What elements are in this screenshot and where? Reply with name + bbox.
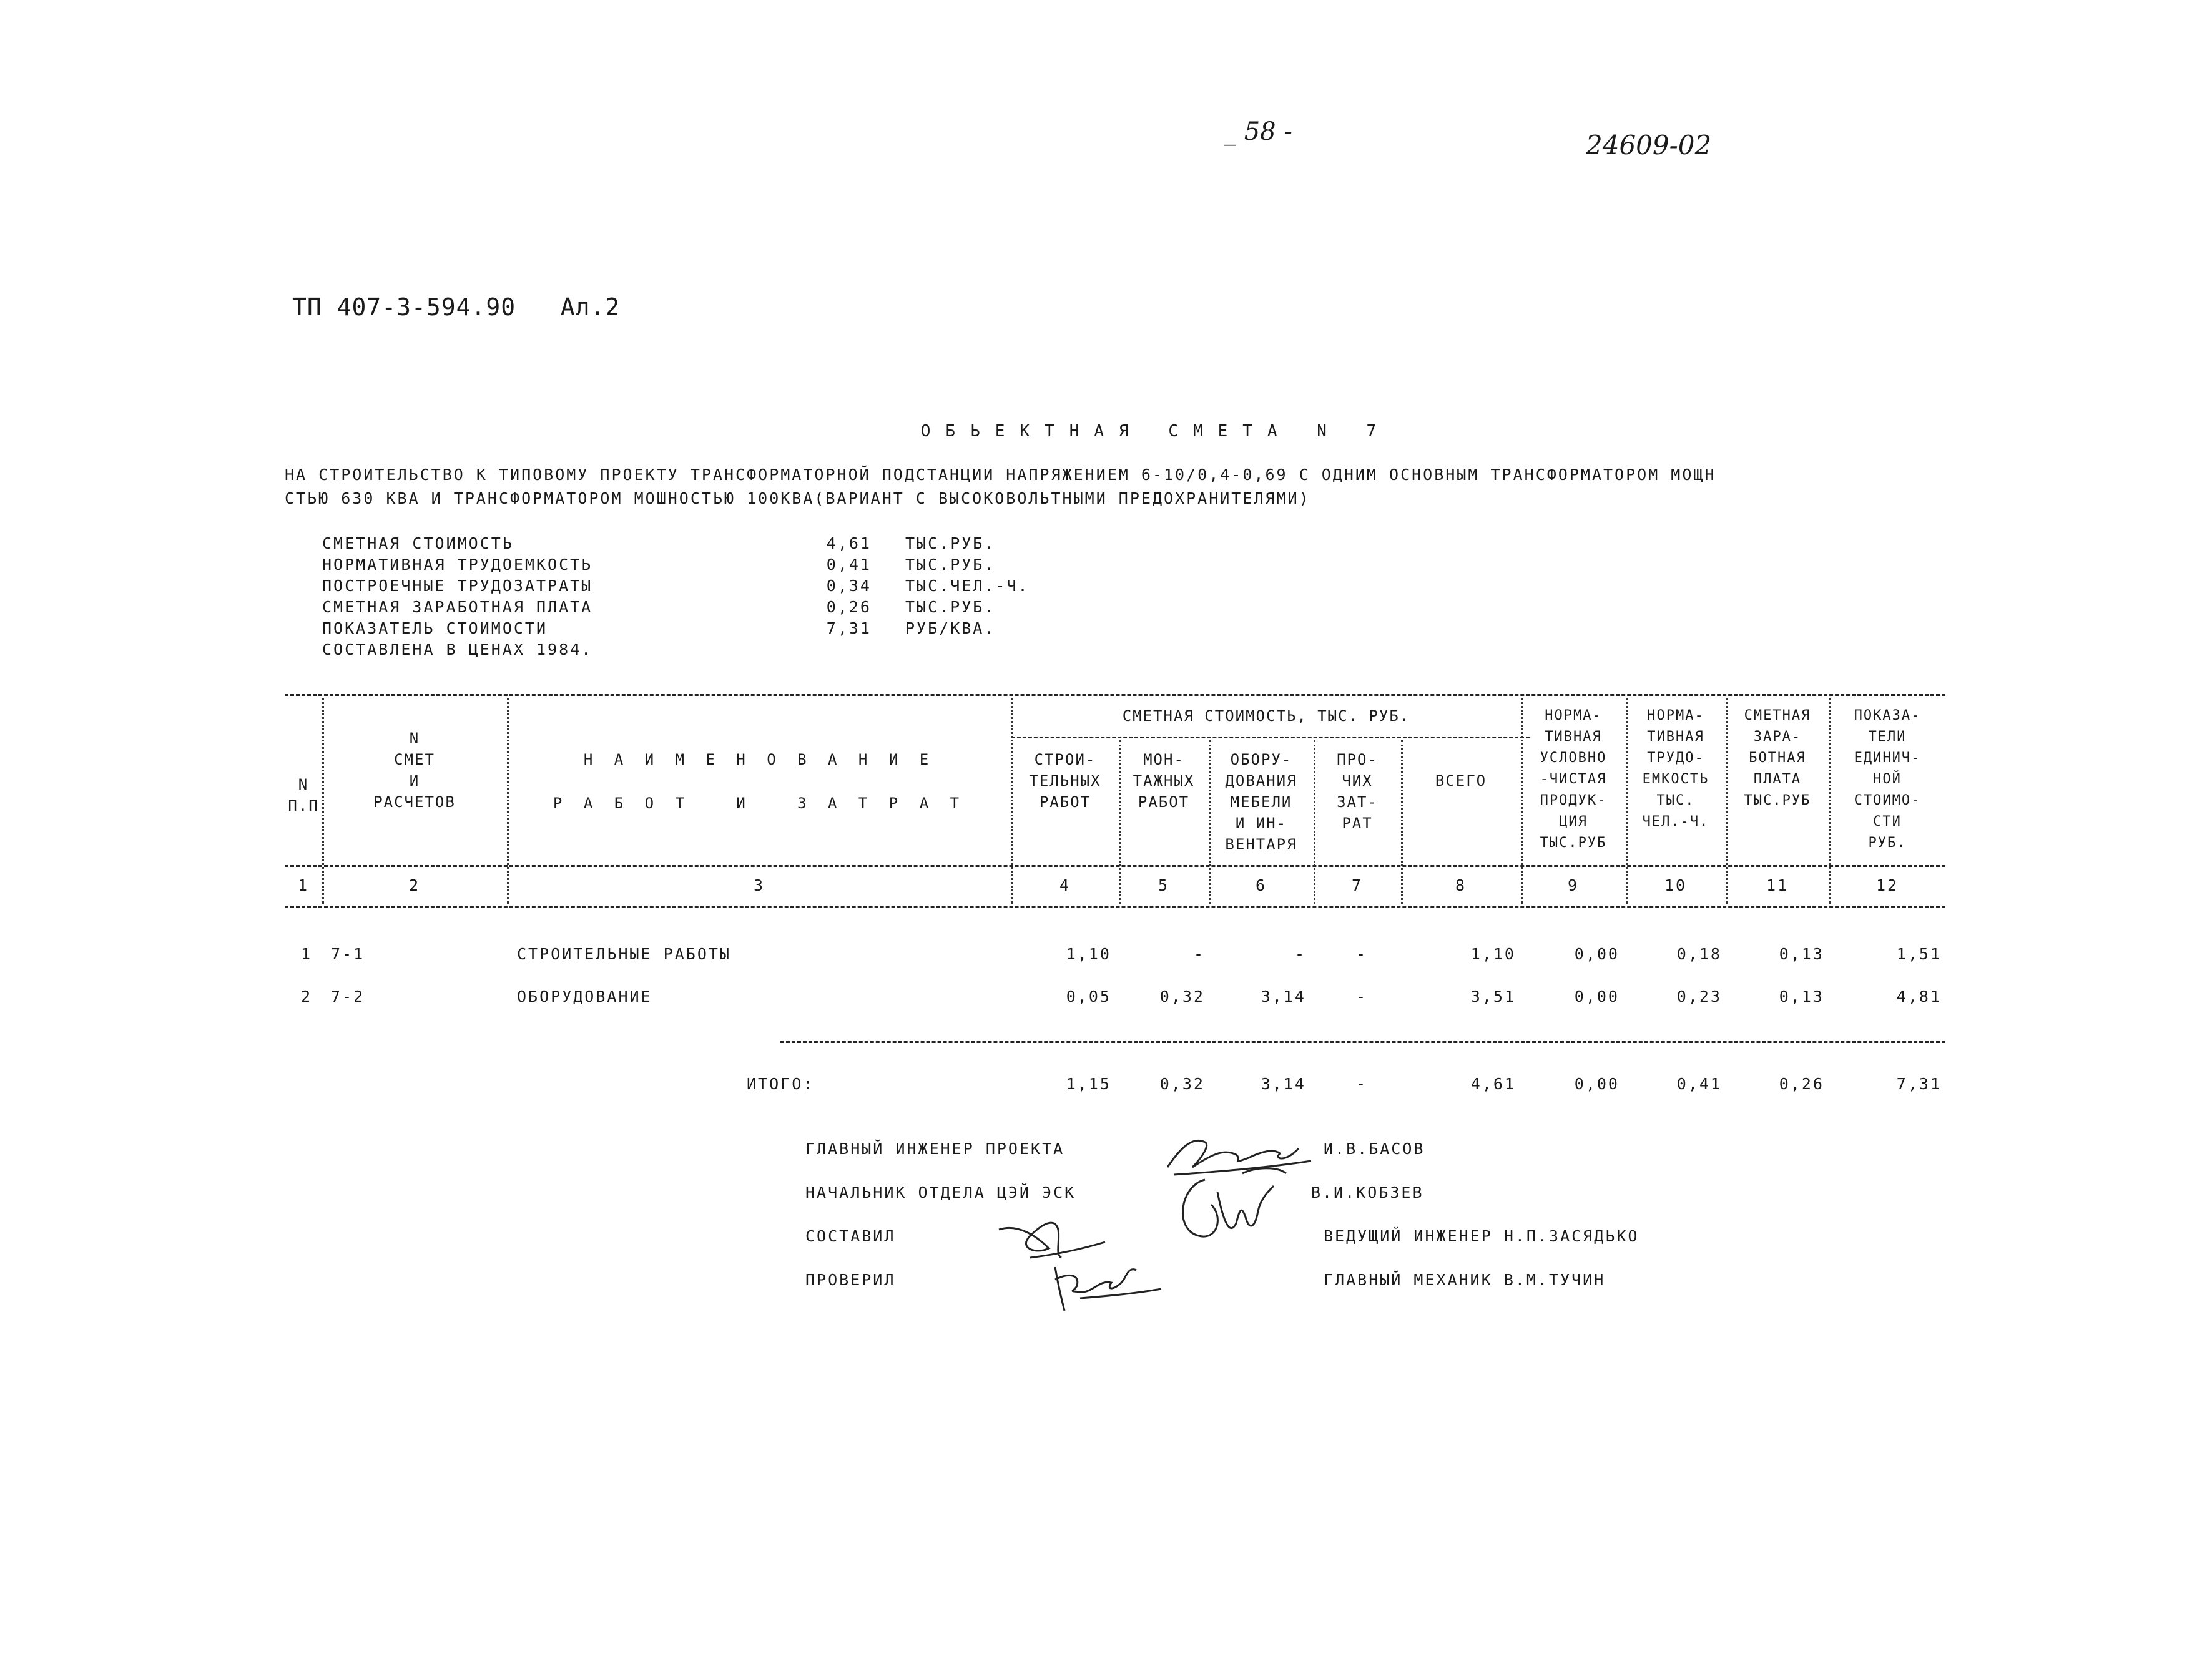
summary-label: ПОСТРОЕЧНЫЕ ТРУДОЗАТРАТЫ [322,577,593,595]
header-col-8: ВСЕГО [1435,772,1487,790]
header-cost-group: СМЕТНАЯ СТОИМОСТЬ, ТЫС. РУБ. [1122,707,1410,725]
table-rule [285,865,1945,867]
signatory-role: НАЧАЛЬНИК ОТДЕЛА ЦЭЙ ЭСК [805,1183,1076,1201]
summary-value: 0,26 [826,598,872,616]
table-rule [285,906,1945,908]
cell-col-7: - [1355,945,1367,963]
cell-col-10: 0,18 [1676,945,1722,963]
total-col-6: 3,14 [1261,1075,1306,1093]
cell-smet: 7-1 [331,945,365,963]
column-number: 6 [1255,876,1267,894]
column-number: 11 [1766,876,1789,894]
total-col-8: 4,61 [1470,1075,1516,1093]
cell-col-5: - [1193,945,1205,963]
summary-unit: РУБ/КВА. [905,619,996,637]
total-col-4: 1,15 [1066,1075,1111,1093]
table-rule [285,694,1945,696]
document-code: 24609-02 [1586,130,1712,160]
summary-label: СМЕТНАЯ ЗАРАБОТНАЯ ПЛАТА [322,598,593,616]
summary-value: 4,61 [826,534,872,552]
header-col-10: НОРМА- ТИВНАЯ ТРУДО- ЕМКОСТЬ ТЫС. ЧЕЛ.-Ч. [1642,708,1709,830]
summary-unit: ТЫС.РУБ. [905,534,996,552]
total-col-10: 0,41 [1676,1075,1722,1093]
header-name-bottom: Р А Б О Т И З А Т Р А Т [553,795,966,812]
summary-label: НОРМАТИВНАЯ ТРУДОЕМКОСТЬ [322,555,593,574]
page-number: _ 58 - [1224,117,1292,146]
header-smet: N СМЕТ И РАСЧЕТОВ [373,730,456,811]
project-reference: ТП 407-3-594.90 Ал.2 [292,293,621,321]
signature-kobzev [1167,1161,1292,1255]
total-col-12: 7,31 [1896,1075,1942,1093]
cell-col-6: - [1294,945,1306,963]
cell-col-11: 0,13 [1779,945,1824,963]
summary-unit: ТЫС.РУБ. [905,598,996,616]
cell-col-4: 1,10 [1066,945,1111,963]
column-number: 10 [1664,876,1688,894]
table-rule [780,1041,1945,1043]
column-number: 1 [297,876,310,894]
description-line-2: СТЬЮ 630 КВА И ТРАНСФОРМАТОРОМ МОШНОСТЬЮ 100КВА(ВАРИАНТ С ВЫСОКОВОЛЬТНЫМИ ПРЕДОХРАНИТЕЛЯМИ) [285,489,1310,507]
column-number: 8 [1455,876,1467,894]
cell-col-12: 4,81 [1896,987,1942,1006]
cell-n: 1 [300,945,312,963]
total-col-9: 0,00 [1574,1075,1620,1093]
signature-tuchin [1043,1255,1167,1317]
cell-col-7: - [1355,987,1367,1006]
cell-name: ОБОРУДОВАНИЕ [517,987,652,1006]
summary-label: СМЕТНАЯ СТОИМОСТЬ [322,534,514,552]
summary-unit: ТЫС.РУБ. [905,555,996,574]
column-number: 9 [1567,876,1580,894]
total-col-5: 0,32 [1159,1075,1205,1093]
signatory-role: ГЛАВНЫЙ ИНЖЕНЕР ПРОЕКТА [805,1140,1065,1158]
signatory-name: ВЕДУЩИЙ ИНЖЕНЕР Н.П.ЗАСЯДЬКО [1324,1227,1639,1245]
table-rule [1011,737,1530,738]
summary-label: ПОКАЗАТЕЛЬ СТОИМОСТИ [322,619,548,637]
summary-value: 0,41 [826,555,872,574]
cell-col-5: 0,32 [1159,987,1205,1006]
cell-col-8: 1,10 [1470,945,1516,963]
header-col-7: ПРО- ЧИХ ЗАТ- РАТ [1337,751,1378,832]
summary-unit: ТЫС.ЧЕЛ.-Ч. [905,577,1030,595]
signatory-name: ГЛАВНЫЙ МЕХАНИК В.М.ТУЧИН [1324,1271,1606,1289]
column-number: 4 [1059,876,1071,894]
column-number: 5 [1158,876,1170,894]
description-line-1: НА СТРОИТЕЛЬСТВО К ТИПОВОМУ ПРОЕКТУ ТРАНСФОРМАТОРНОЙ ПОДСТАНЦИИ НАПРЯЖЕНИЕМ 6-10/0,4-0,69 С ОДНИМ ОСНОВНЫМ ТРАНСФОРМАТОРОМ МОЩН [285,466,1716,484]
cell-col-11: 0,13 [1779,987,1824,1006]
cell-col-9: 0,00 [1574,987,1620,1006]
header-npp: N П.П [288,776,319,815]
total-label: ИТОГО: [747,1075,815,1093]
column-number: 2 [408,876,421,894]
cell-col-10: 0,23 [1676,987,1722,1006]
total-col-11: 0,26 [1779,1075,1824,1093]
signatory-role: СОСТАВИЛ [805,1227,896,1245]
cell-col-9: 0,00 [1574,945,1620,963]
column-number: 12 [1875,876,1899,894]
prices-note: СОСТАВЛЕНА В ЦЕНАХ 1984. [322,640,593,658]
column-number: 3 [753,876,765,894]
summary-value: 0,34 [826,577,872,595]
cell-name: СТРОИТЕЛЬНЫЕ РАБОТЫ [517,945,731,963]
cell-n: 2 [300,987,312,1006]
header-col-12: ПОКАЗА- ТЕЛИ ЕДИНИЧ- НОЙ СТОИМО- СТИ РУБ. [1854,708,1921,851]
summary-value: 7,31 [826,619,872,637]
cell-col-8: 3,51 [1470,987,1516,1006]
header-col-11: СМЕТНАЯ ЗАРА- БОТНАЯ ПЛАТА ТЫС.РУБ [1744,708,1811,808]
header-name-top: Н А И М Е Н О В А Н И Е [583,751,935,768]
signatory-name: В.И.КОБЗЕВ [1311,1183,1424,1201]
header-col-4: СТРОИ- ТЕЛЬНЫХ РАБОТ [1029,751,1101,811]
cell-col-6: 3,14 [1261,987,1306,1006]
signatory-role: ПРОВЕРИЛ [805,1271,896,1289]
total-col-7: - [1355,1075,1367,1093]
signatory-name: И.В.БАСОВ [1324,1140,1425,1158]
header-col-6: ОБОРУ- ДОВАНИЯ МЕБЕЛИ И ИН- ВЕНТАРЯ [1225,751,1297,853]
header-col-9: НОРМА- ТИВНАЯ УСЛОВНО -ЧИСТАЯ ПРОДУК- ЦИЯ ТЫС.РУБ [1540,708,1607,851]
estimate-title: ОБЬЕКТНАЯ СМЕТА N 7 [920,422,1392,441]
column-number: 7 [1351,876,1364,894]
header-col-5: МОН- ТАЖНЫХ РАБОТ [1133,751,1195,811]
cell-smet: 7-2 [331,987,365,1006]
cell-col-12: 1,51 [1896,945,1942,963]
cell-col-4: 0,05 [1066,987,1111,1006]
